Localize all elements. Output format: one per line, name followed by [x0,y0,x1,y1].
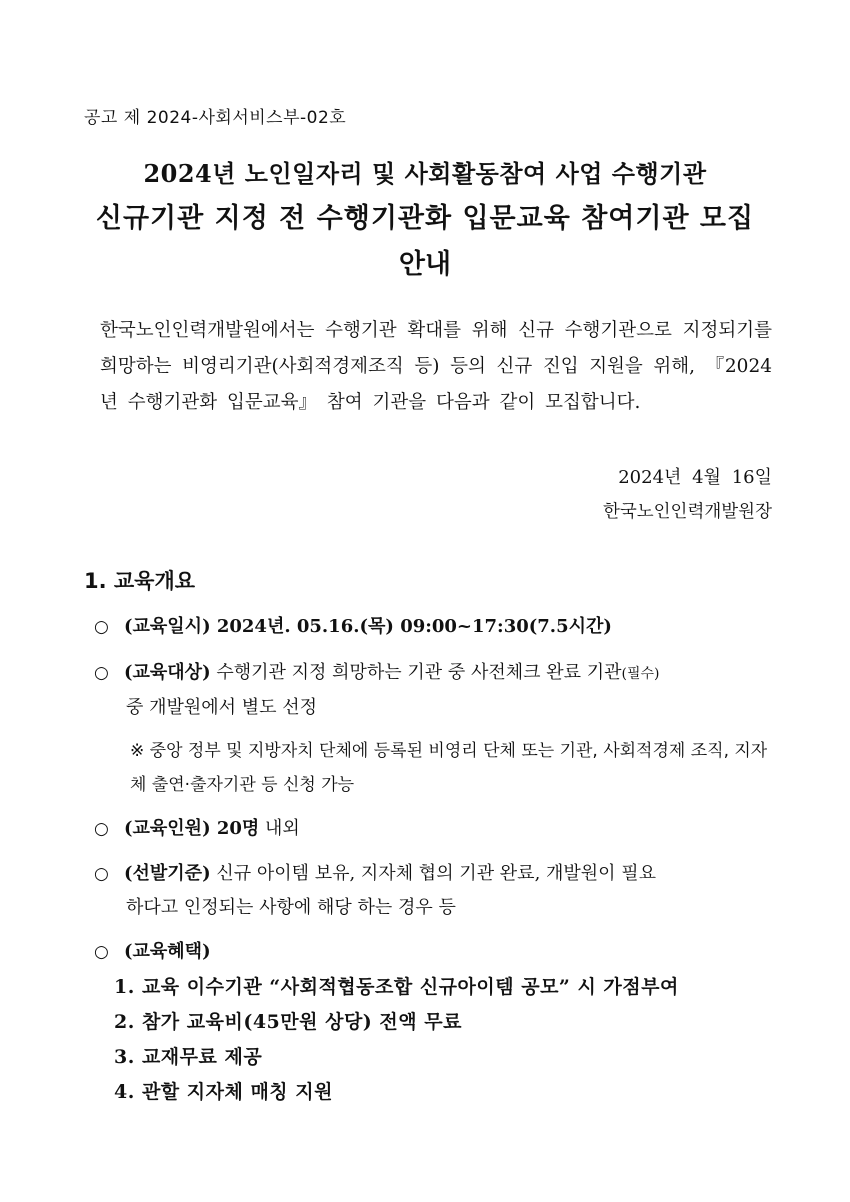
target-body [124,656,774,725]
bullet-mark: ○ [94,864,109,884]
benefit-item: 1. 교육 이수기관 “사회적협동조합 신규아이템 공모” 시 가점부여 [114,976,679,998]
benefit-item: 3. 교재무료 제공 [114,1046,263,1068]
notice-number: 공고 제 2024-사회서비스부-02호 [84,108,347,128]
schedule-text: (교육일시) 2024년. 05.16.(목) 09:00~17:30(7.5시간) [124,616,612,637]
eligibility-note: ※ 중앙 정부 및 지방자치 단체에 등록된 비영리 단체 또는 기관, 사회적경제 조직, 지자체 출연·출자기관 등 신청 가능 [130,741,768,795]
bullet-mark: ○ [94,942,109,962]
bullet-criteria [94,857,774,925]
benefits-label: (교육혜택) [124,941,211,962]
benefit-list [114,970,679,1110]
intro-paragraph: 한국노인인력개발원에서는 수행기관 확대를 위해 신규 수행기관으로 지정되기를 희망하는 비영리기관(사회적경제조직 등) 등의 신규 진입 지원을 위해, 『2024년 수행기관화 입문교육』 참여 기관을 다음과 같이 모집합니다. [100,320,772,413]
title-line-1: 2024년 노인일자리 및 사회활동참여 사업 수행기관 [143,159,707,188]
target-continuation: 중 개발원에서 별도 선정 [126,697,318,718]
section-1-heading: 1. 교육개요 [84,569,196,593]
bullet-headcount [94,812,774,846]
signer-name: 한국노인인력개발원장 [602,502,772,522]
title-line-3: 안내 [398,249,452,280]
benefit-item: 4. 관할 지자체 매칭 지원 [114,1081,333,1103]
headcount-label: (교육인원) [124,818,211,839]
notice-date: 2024년 4월 16일 [618,467,772,488]
title-line-2: 신규기관 지정 전 수행기관화 입문교육 참여기관 모집 [95,203,755,234]
criteria-body [124,857,774,925]
target-required: (필수) [621,666,660,682]
headcount-body [124,812,774,846]
target-text: 수행기관 지정 희망하는 기관 중 사전체크 완료 기관 [210,662,622,683]
bullet-benefits [94,935,774,969]
bullet-mark: ○ [94,819,109,839]
criteria-text: 신규 아이템 보유, 지자체 협의 기관 완료, 개발원이 필요 [210,863,657,884]
bullet-mark: ○ [94,617,109,637]
benefit-item: 2. 참가 교육비(45만원 상당) 전액 무료 [114,1011,462,1033]
criteria-continuation: 하다고 인정되는 사항에 해당 하는 경우 등 [126,897,456,918]
criteria-label: (선발기준) [124,863,211,884]
target-label: (교육대상) [124,662,211,683]
bullet-schedule [94,610,774,644]
headcount-suffix: 내외 [259,818,300,839]
bullet-target [94,656,774,725]
bullet-mark: ○ [94,663,109,683]
headcount-value: 20명 [210,818,260,839]
document-title [60,152,790,288]
